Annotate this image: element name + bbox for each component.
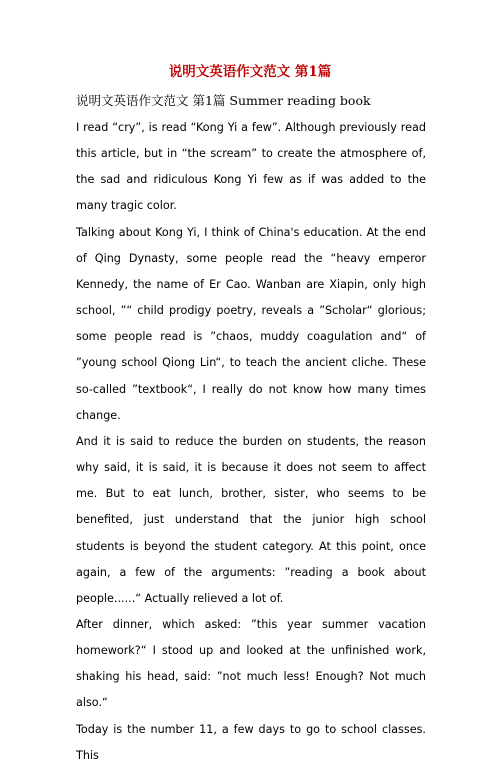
paragraph: And it is said to reduce the burden on students, the reason why said, it is said, it is because it does not seem to affect me. But to eat lunch, brother, sister, who seems to be benefited, just understand that the junior high school students is beyond the student category. At this point, once again, a few of the arguments: ”reading a book about people......“ Actually relieved a lot of. bbox=[76, 434, 426, 605]
document-subtitle: 说明文英语作文范文 第1篇 Summer reading book bbox=[76, 93, 371, 108]
document-title: 说明文英语作文范文 第1篇 bbox=[168, 64, 332, 80]
paragraph: After dinner, which asked: ”this year summer vacation homework?“ I stood up and looked at the unfinished work, shaking his head, said: ”not much less! Enough? Not much also.“ bbox=[76, 617, 426, 710]
document-body bbox=[76, 115, 426, 769]
paragraph: Talking about Kong Yi, I think of China's education. At the end of Qing Dynasty, some people read the “heavy emperor Kennedy, the name of Er Cao. Wanban are Xiapin, only high school, ”“ child prodigy poetry, reveals a ”Scholar“ glorious; some people read is ”chaos, muddy coagulation and“ of ”young school Qiong Lin“, to teach the ancient cliche. These so-called ”textbook“, I really do not know how many times change. bbox=[76, 225, 426, 422]
paragraph: Today is the number 11, a few days to go to school classes. This bbox=[76, 722, 426, 762]
paragraph: I read “cry”, is read “Kong Yi a few”. Although previously read this article, but in “the scream” to create the atmosphere of, the sad and ridiculous Kong Yi few as if was added to the many tragic color. bbox=[76, 121, 426, 213]
